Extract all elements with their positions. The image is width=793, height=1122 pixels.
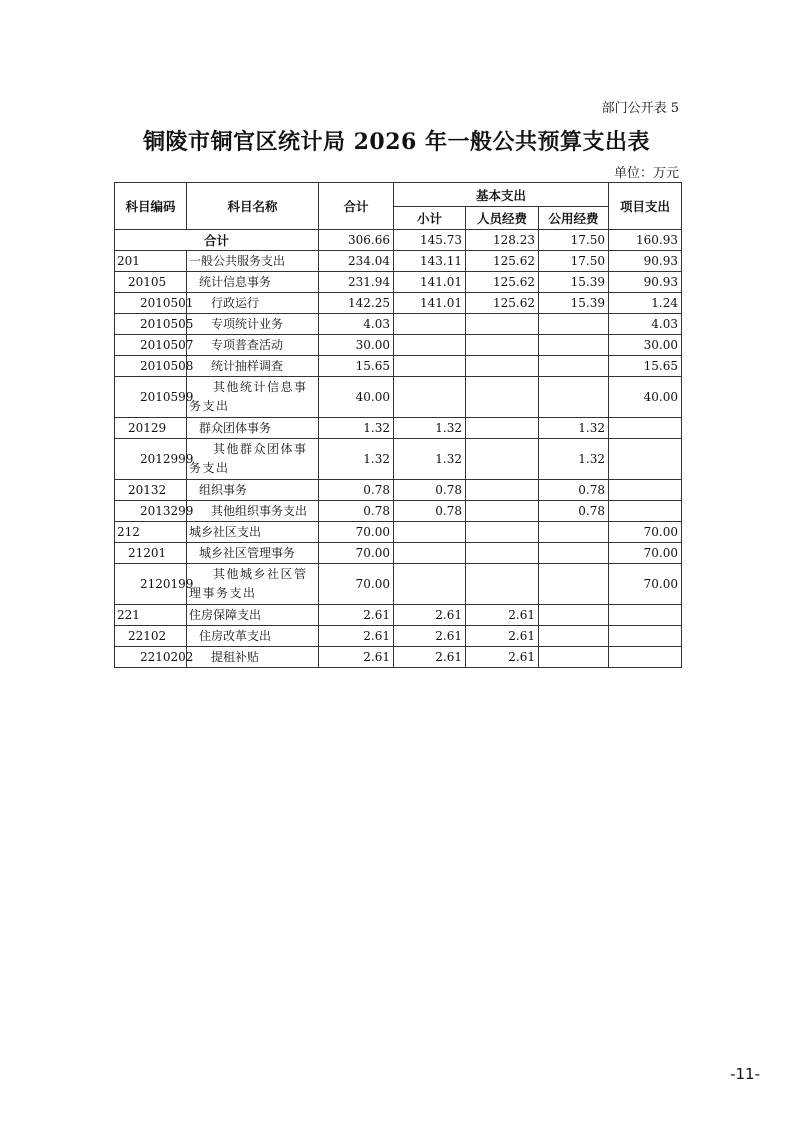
cell-subtotal: 0.78: [394, 501, 466, 522]
cell-code: 2010508: [115, 356, 187, 377]
table-row: [115, 272, 682, 293]
cell-code: 2210202: [115, 647, 187, 668]
cell-public: [539, 605, 609, 626]
cell-subtotal: [394, 335, 466, 356]
cell-personnel: [466, 439, 539, 480]
table-row: [115, 564, 682, 605]
cell-total: 2.61: [319, 626, 394, 647]
cell-code: 2013299: [115, 501, 187, 522]
cell-code: 2010507: [115, 335, 187, 356]
cell-project: 70.00: [609, 522, 682, 543]
cell-personnel: 2.61: [466, 647, 539, 668]
cell-personnel: [466, 522, 539, 543]
cell-project: 1.24: [609, 293, 682, 314]
cell-total: 306.66: [319, 230, 394, 251]
cell-total: 70.00: [319, 522, 394, 543]
cell-project: 15.65: [609, 356, 682, 377]
total-label: 合计: [115, 230, 319, 251]
cell-name: 组织事务: [187, 480, 319, 501]
cell-code: 21201: [115, 543, 187, 564]
cell-project: 30.00: [609, 335, 682, 356]
cell-personnel: [466, 356, 539, 377]
cell-subtotal: [394, 314, 466, 335]
cell-project: 40.00: [609, 377, 682, 418]
cell-personnel: 125.62: [466, 251, 539, 272]
cell-total: 231.94: [319, 272, 394, 293]
cell-public: [539, 543, 609, 564]
cell-subtotal: 0.78: [394, 480, 466, 501]
cell-public: 1.32: [539, 439, 609, 480]
cell-total: 1.32: [319, 418, 394, 439]
cell-personnel: [466, 418, 539, 439]
cell-total: 30.00: [319, 335, 394, 356]
total-row: [115, 230, 682, 251]
budget-expenditure-table: [114, 182, 682, 668]
cell-public: 15.39: [539, 293, 609, 314]
cell-public: 0.78: [539, 480, 609, 501]
cell-subtotal: 2.61: [394, 605, 466, 626]
cell-personnel: [466, 335, 539, 356]
cell-public: [539, 647, 609, 668]
cell-code: 20132: [115, 480, 187, 501]
cell-project: [609, 626, 682, 647]
form-number-label: 部门公开表 5: [601, 101, 679, 116]
cell-public: [539, 335, 609, 356]
cell-subtotal: [394, 543, 466, 564]
cell-code: 2010501: [115, 293, 187, 314]
cell-personnel: 2.61: [466, 605, 539, 626]
cell-project: 70.00: [609, 564, 682, 605]
cell-code: 2120199: [115, 564, 187, 605]
header-project-expenditure: 项目支出: [609, 183, 682, 230]
table-row: [115, 480, 682, 501]
header-basic-expenditure: 基本支出: [394, 183, 609, 207]
cell-public: 0.78: [539, 501, 609, 522]
header-personnel: 人员经费: [466, 207, 539, 230]
cell-total: 142.25: [319, 293, 394, 314]
cell-project: 160.93: [609, 230, 682, 251]
cell-subtotal: 1.32: [394, 418, 466, 439]
cell-public: [539, 314, 609, 335]
cell-code: 221: [115, 605, 187, 626]
cell-subtotal: 143.11: [394, 251, 466, 272]
table-row: [115, 314, 682, 335]
cell-total: 70.00: [319, 543, 394, 564]
cell-name: 城乡社区支出: [187, 522, 319, 543]
cell-personnel: 2.61: [466, 626, 539, 647]
cell-project: 4.03: [609, 314, 682, 335]
cell-public: [539, 522, 609, 543]
cell-name: 其他组织事务支出: [187, 501, 319, 522]
cell-total: 234.04: [319, 251, 394, 272]
cell-project: [609, 418, 682, 439]
cell-name: 一般公共服务支出: [187, 251, 319, 272]
cell-project: 90.93: [609, 272, 682, 293]
cell-project: 70.00: [609, 543, 682, 564]
header-subtotal: 小计: [394, 207, 466, 230]
table-row: [115, 439, 682, 480]
cell-code: 2010505: [115, 314, 187, 335]
cell-name: 统计抽样调查: [187, 356, 319, 377]
cell-name: 其他统计信息事务支出: [187, 377, 319, 418]
cell-total: 4.03: [319, 314, 394, 335]
cell-subtotal: 141.01: [394, 272, 466, 293]
cell-personnel: [466, 314, 539, 335]
cell-personnel: [466, 564, 539, 605]
cell-subtotal: 2.61: [394, 626, 466, 647]
table-row: [115, 377, 682, 418]
cell-subtotal: 141.01: [394, 293, 466, 314]
cell-name: 其他城乡社区管理事务支出: [187, 564, 319, 605]
cell-total: 2.61: [319, 605, 394, 626]
cell-name: 住房改革支出: [187, 626, 319, 647]
cell-name: 其他群众团体事务支出: [187, 439, 319, 480]
cell-public: [539, 626, 609, 647]
header-total: 合计: [319, 183, 394, 230]
cell-public: 17.50: [539, 251, 609, 272]
page-number: -11-: [730, 1065, 760, 1083]
cell-personnel: [466, 377, 539, 418]
cell-personnel: 125.62: [466, 272, 539, 293]
cell-project: [609, 605, 682, 626]
cell-personnel: [466, 480, 539, 501]
table-row: [115, 543, 682, 564]
cell-public: [539, 564, 609, 605]
cell-code: 22102: [115, 626, 187, 647]
cell-total: 40.00: [319, 377, 394, 418]
cell-name: 行政运行: [187, 293, 319, 314]
table-row: [115, 251, 682, 272]
document-title: 铜陵市铜官区统计局 2026 年一般公共预算支出表: [142, 129, 651, 155]
cell-name: 提租补贴: [187, 647, 319, 668]
cell-public: 1.32: [539, 418, 609, 439]
unit-label: 单位：万元: [613, 166, 679, 181]
cell-project: [609, 501, 682, 522]
table-row: [115, 626, 682, 647]
cell-subtotal: 1.32: [394, 439, 466, 480]
cell-code: 20105: [115, 272, 187, 293]
cell-subtotal: [394, 564, 466, 605]
cell-total: 1.32: [319, 439, 394, 480]
cell-code: 2012999: [115, 439, 187, 480]
cell-total: 0.78: [319, 480, 394, 501]
cell-name: 专项统计业务: [187, 314, 319, 335]
cell-personnel: [466, 543, 539, 564]
table-row: [115, 501, 682, 522]
cell-public: [539, 356, 609, 377]
cell-name: 群众团体事务: [187, 418, 319, 439]
cell-total: 70.00: [319, 564, 394, 605]
cell-personnel: 125.62: [466, 293, 539, 314]
cell-subtotal: 145.73: [394, 230, 466, 251]
cell-public: 15.39: [539, 272, 609, 293]
table-row: [115, 418, 682, 439]
cell-subtotal: [394, 356, 466, 377]
table-row: [115, 335, 682, 356]
cell-subtotal: 2.61: [394, 647, 466, 668]
cell-personnel: [466, 501, 539, 522]
cell-personnel: 128.23: [466, 230, 539, 251]
cell-code: 212: [115, 522, 187, 543]
table-row: [115, 605, 682, 626]
cell-project: [609, 439, 682, 480]
header-name: 科目名称: [187, 183, 319, 230]
cell-public: 17.50: [539, 230, 609, 251]
cell-code: 201: [115, 251, 187, 272]
cell-total: 2.61: [319, 647, 394, 668]
cell-name: 统计信息事务: [187, 272, 319, 293]
cell-public: [539, 377, 609, 418]
cell-name: 城乡社区管理事务: [187, 543, 319, 564]
table-row: [115, 522, 682, 543]
cell-code: 2010599: [115, 377, 187, 418]
table-row: [115, 293, 682, 314]
cell-project: [609, 647, 682, 668]
cell-project: 90.93: [609, 251, 682, 272]
cell-total: 0.78: [319, 501, 394, 522]
cell-total: 15.65: [319, 356, 394, 377]
table-row: [115, 647, 682, 668]
cell-subtotal: [394, 377, 466, 418]
cell-code: 20129: [115, 418, 187, 439]
header-public: 公用经费: [539, 207, 609, 230]
cell-project: [609, 480, 682, 501]
header-code: 科目编码: [115, 183, 187, 230]
cell-subtotal: [394, 522, 466, 543]
cell-name: 住房保障支出: [187, 605, 319, 626]
table-row: [115, 356, 682, 377]
cell-name: 专项普查活动: [187, 335, 319, 356]
